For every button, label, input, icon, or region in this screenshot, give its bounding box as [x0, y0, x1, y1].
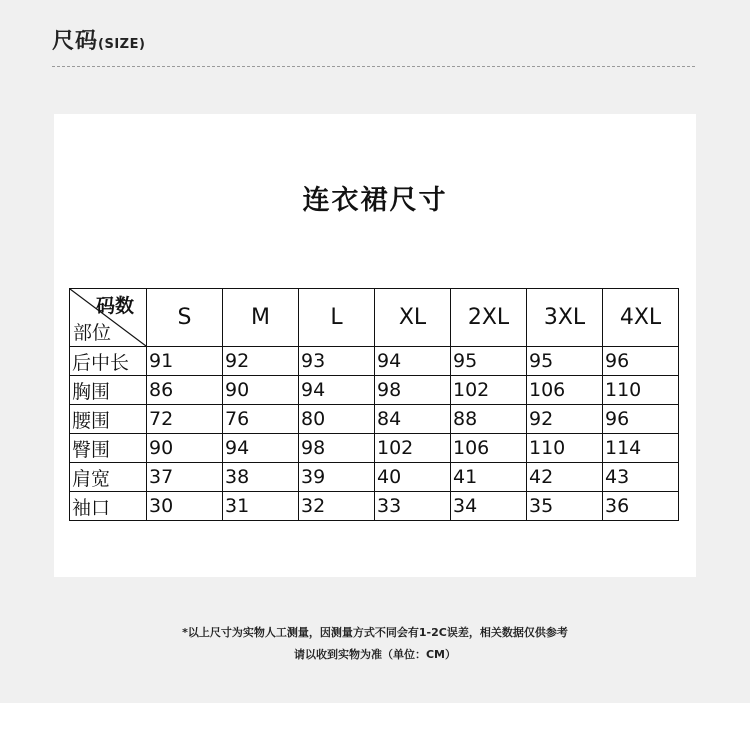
dashed-divider — [52, 66, 695, 67]
table-cell: 72 — [147, 405, 223, 434]
section-header — [52, 24, 145, 55]
table-cell: 91 — [147, 347, 223, 376]
table-cell: 110 — [527, 434, 603, 463]
table-cell: 92 — [223, 347, 299, 376]
table-cell: 94 — [375, 347, 451, 376]
unit-note: 请以收到实物为准（单位：CM） — [293, 648, 457, 661]
table-cell: 30 — [147, 492, 223, 521]
part-label: 臀围 — [70, 434, 147, 463]
table-cell: 33 — [375, 492, 451, 521]
table-cell: 40 — [375, 463, 451, 492]
header-title: 尺码 — [52, 29, 99, 54]
table-cell: 96 — [603, 347, 679, 376]
table-cell: 96 — [603, 405, 679, 434]
header-subtitle: (SIZE) — [98, 37, 146, 52]
table-cell: 94 — [299, 376, 375, 405]
size-header: M — [223, 289, 299, 347]
size-header: 3XL — [527, 289, 603, 347]
table-cell: 41 — [451, 463, 527, 492]
part-label: 腰围 — [70, 405, 147, 434]
size-chart-card — [54, 114, 696, 577]
table-cell: 38 — [223, 463, 299, 492]
part-label: 后中长 — [70, 347, 147, 376]
table-cell: 86 — [147, 376, 223, 405]
part-label: 袖口 — [70, 492, 147, 521]
table-row — [70, 463, 679, 492]
table-cell: 95 — [527, 347, 603, 376]
table-row — [70, 492, 679, 521]
table-cell: 102 — [451, 376, 527, 405]
size-header: 2XL — [451, 289, 527, 347]
size-header: L — [299, 289, 375, 347]
table-cell: 37 — [147, 463, 223, 492]
table-cell: 93 — [299, 347, 375, 376]
table-cell: 98 — [375, 376, 451, 405]
table-row — [70, 376, 679, 405]
table-cell: 35 — [527, 492, 603, 521]
table-cell: 90 — [223, 376, 299, 405]
table-cell: 106 — [527, 376, 603, 405]
table-cell: 94 — [223, 434, 299, 463]
part-label: 肩宽 — [70, 463, 147, 492]
part-label: 胸围 — [70, 376, 147, 405]
corner-header-cell — [70, 289, 147, 347]
size-header: XL — [375, 289, 451, 347]
table-cell: 88 — [451, 405, 527, 434]
table-cell: 80 — [299, 405, 375, 434]
table-cell: 110 — [603, 376, 679, 405]
table-row — [70, 434, 679, 463]
table-title: 连衣裙尺寸 — [302, 185, 448, 216]
table-cell: 92 — [527, 405, 603, 434]
table-cell: 90 — [147, 434, 223, 463]
table-cell: 42 — [527, 463, 603, 492]
table-cell: 98 — [299, 434, 375, 463]
table-cell: 106 — [451, 434, 527, 463]
table-cell: 34 — [451, 492, 527, 521]
table-cell: 39 — [299, 463, 375, 492]
header-row — [70, 289, 679, 347]
corner-top-label: 码数 — [95, 295, 134, 317]
table-cell: 36 — [603, 492, 679, 521]
corner-bottom-label: 部位 — [73, 322, 112, 344]
table-cell: 84 — [375, 405, 451, 434]
table-row — [70, 405, 679, 434]
table-cell: 32 — [299, 492, 375, 521]
table-cell: 102 — [375, 434, 451, 463]
table-row — [70, 347, 679, 376]
table-cell: 31 — [223, 492, 299, 521]
size-table — [69, 288, 679, 521]
table-cell: 114 — [603, 434, 679, 463]
size-header: S — [147, 289, 223, 347]
table-cell: 43 — [603, 463, 679, 492]
measurement-note: *以上尺寸为实物人工测量，因测量方式不同会有1-2C误差，相关数据仅供参考 — [182, 626, 568, 639]
size-header: 4XL — [603, 289, 679, 347]
table-cell: 76 — [223, 405, 299, 434]
table-cell: 95 — [451, 347, 527, 376]
